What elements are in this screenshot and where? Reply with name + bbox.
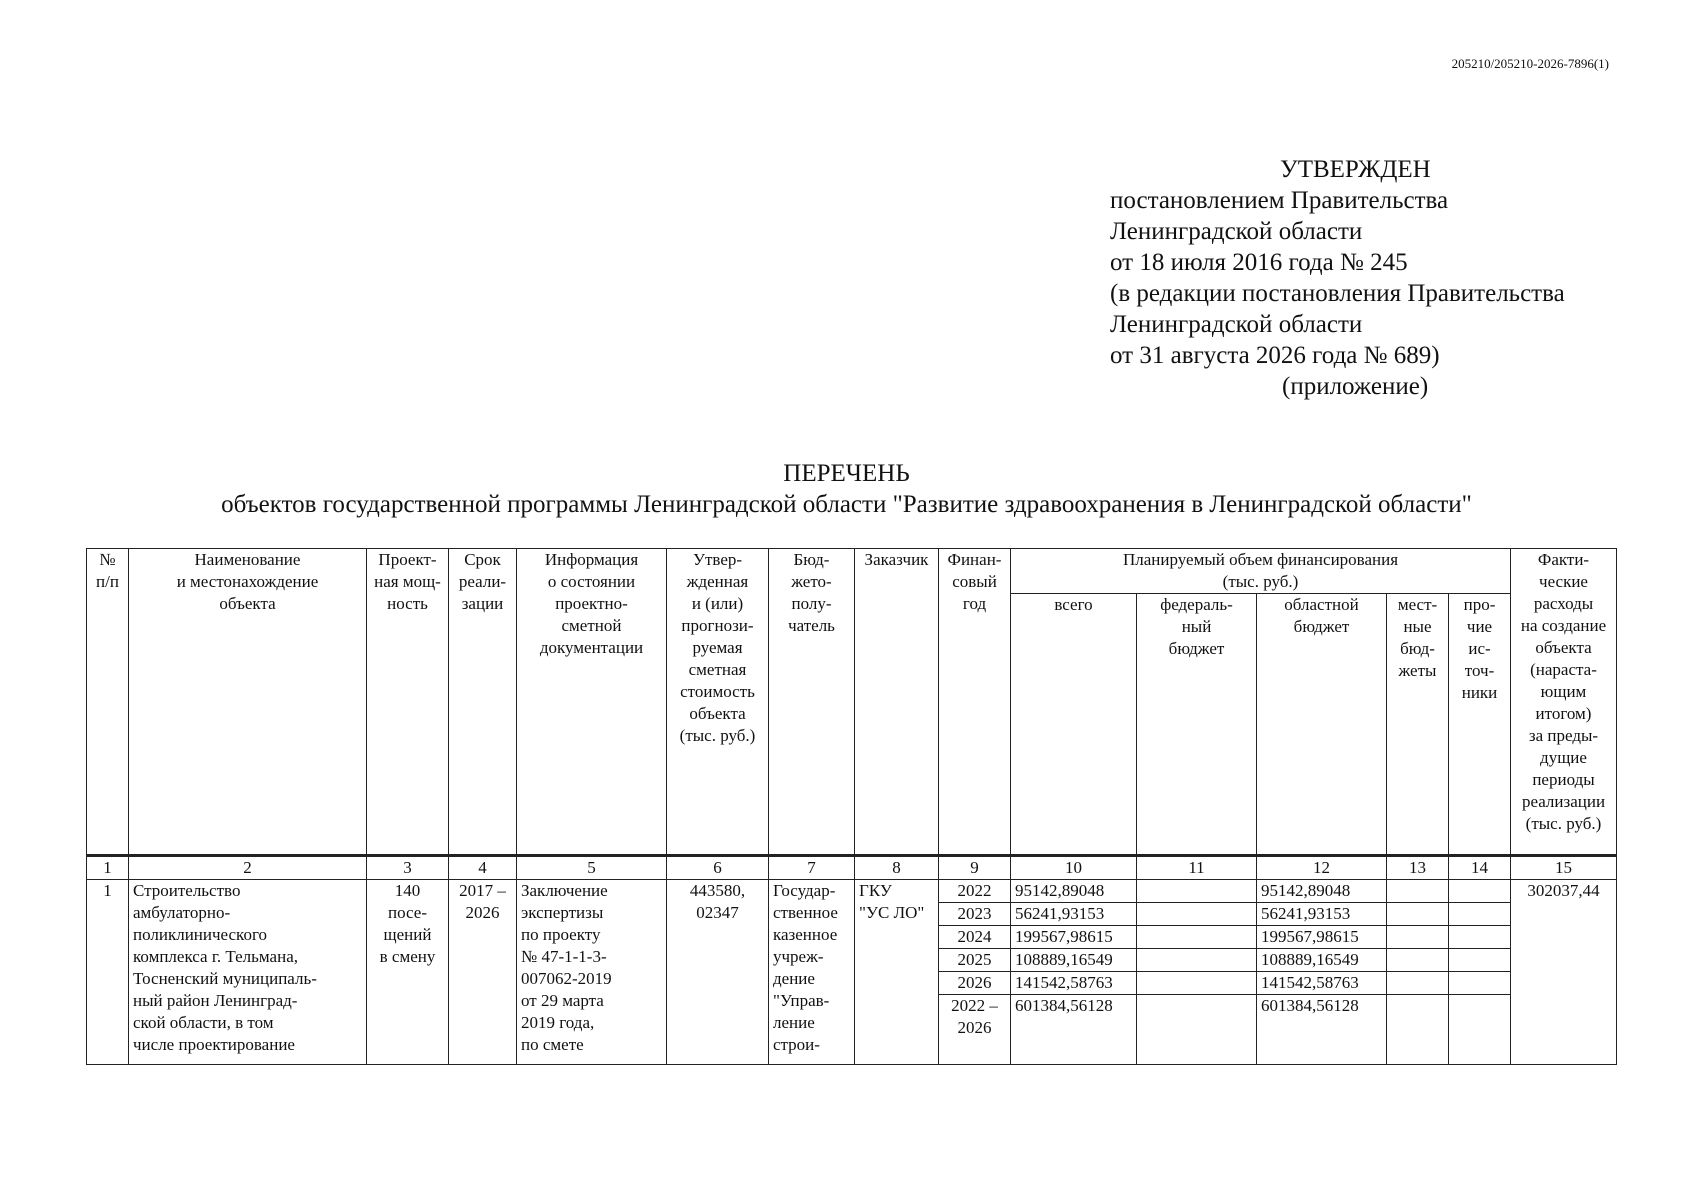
column-number: 10 (1011, 856, 1137, 880)
financing-other (1449, 903, 1511, 926)
header-budget-recipient: Бюд- жето- полу- чатель (769, 549, 855, 856)
financing-total: 199567,98615 (1011, 926, 1137, 949)
approval-line: Ленинградской области (1110, 311, 1363, 338)
object-budget-recipient: Государ- ственное казенное учреж- дение "Управ- ление строи- (769, 880, 855, 1065)
financing-regional: 141542,58763 (1257, 972, 1387, 995)
financing-federal (1137, 880, 1257, 903)
financial-year: 2025 (939, 949, 1011, 972)
approval-line: от 18 июля 2016 года № 245 (1110, 249, 1408, 276)
header-period: Срок реали- зации (449, 549, 517, 856)
document-title-block (0, 458, 1693, 520)
financing-total: 56241,93153 (1011, 903, 1137, 926)
financing-other (1449, 972, 1511, 995)
column-number: 8 (855, 856, 939, 880)
column-number: 1 (87, 856, 129, 880)
financing-local (1387, 949, 1449, 972)
financial-year: 2022 (939, 880, 1011, 903)
header-other-sources: про- чие ис- точ- ники (1449, 594, 1511, 856)
financing-federal (1137, 995, 1257, 1065)
object-name: Строительство амбулаторно- поликлинического комплекса г. Тельмана, Тосненский муниципаль- ный район Ленинград- ской области, в том числе проектирование (129, 880, 367, 1065)
document-registration-number: 205210/205210-2026-7896(1) (1451, 56, 1609, 71)
header-planned-financing: Планируемый объем финансирования (тыс. руб.) (1011, 549, 1511, 594)
header-docs-info: Информация о состоянии проектно- сметной документации (517, 549, 667, 856)
financial-year: 2026 (939, 972, 1011, 995)
financial-year: 2022 – 2026 (939, 995, 1011, 1065)
financing-total: 141542,58763 (1011, 972, 1137, 995)
financial-year: 2024 (939, 926, 1011, 949)
column-number: 9 (939, 856, 1011, 880)
approval-stamp-block (1110, 154, 1565, 402)
actual-expenses: 302037,44 (1511, 880, 1617, 1065)
object-capacity: 140 посе- щений в смену (367, 880, 449, 1065)
column-number: 2 (129, 856, 367, 880)
financing-federal (1137, 972, 1257, 995)
column-number: 11 (1137, 856, 1257, 880)
financing-local (1387, 926, 1449, 949)
approval-stamp: УТВЕРЖДЕН (1280, 156, 1431, 183)
column-number: 15 (1511, 856, 1617, 880)
column-number: 6 (667, 856, 769, 880)
financing-regional: 199567,98615 (1257, 926, 1387, 949)
financing-regional: 95142,89048 (1257, 880, 1387, 903)
financing-local (1387, 995, 1449, 1065)
header-financial-year: Финан- совый год (939, 549, 1011, 856)
column-number: 5 (517, 856, 667, 880)
financing-regional: 56241,93153 (1257, 903, 1387, 926)
approval-appendix-label: (приложение) (1282, 373, 1429, 400)
table-row (87, 880, 1617, 903)
object-period: 2017 – 2026 (449, 880, 517, 1065)
financing-other (1449, 880, 1511, 903)
document-title: ПЕРЕЧЕНЬ (783, 460, 910, 487)
header-total: всего (1011, 594, 1137, 856)
approval-line: Ленинградской области (1110, 218, 1363, 245)
financing-regional: 108889,16549 (1257, 949, 1387, 972)
approval-line: от 31 августа 2026 года № 689) (1110, 342, 1440, 369)
financing-total: 95142,89048 (1011, 880, 1137, 903)
approval-line: (в редакции постановления Правительства (1110, 280, 1565, 307)
header-customer: Заказчик (855, 549, 939, 856)
table-header-row (87, 549, 1617, 594)
header-federal-budget: федераль- ный бюджет (1137, 594, 1257, 856)
financial-year: 2023 (939, 903, 1011, 926)
column-numbers-row (87, 856, 1617, 880)
financing-federal (1137, 926, 1257, 949)
column-number: 13 (1387, 856, 1449, 880)
header-row-number: № п/п (87, 549, 129, 856)
financing-local (1387, 903, 1449, 926)
column-number: 12 (1257, 856, 1387, 880)
financing-federal (1137, 949, 1257, 972)
financing-local (1387, 972, 1449, 995)
header-object-name: Наименование и местонахождение объекта (129, 549, 367, 856)
column-number: 14 (1449, 856, 1511, 880)
financing-other (1449, 995, 1511, 1065)
object-customer: ГКУ "УС ЛО" (855, 880, 939, 1065)
objects-table (86, 548, 1617, 1065)
header-estimated-cost: Утвер- жденная и (или) прогнози- руемая сметная стоимость объекта (тыс. руб.) (667, 549, 769, 856)
object-estimated-cost: 443580, 02347 (667, 880, 769, 1065)
header-regional-budget: областной бюджет (1257, 594, 1387, 856)
financing-total: 108889,16549 (1011, 949, 1137, 972)
financing-other (1449, 949, 1511, 972)
header-local-budgets: мест- ные бюд- жеты (1387, 594, 1449, 856)
header-actual-expenses: Факти- ческие расходы на создание объекта (нараста- ющим итогом) за преды- дущие периоды реализации (тыс. руб.) (1511, 549, 1617, 856)
document-subtitle: объектов государственной программы Ленинградской области "Развитие здравоохранения в Ленинградской области" (221, 491, 1472, 518)
financing-regional: 601384,56128 (1257, 995, 1387, 1065)
financing-local (1387, 880, 1449, 903)
approval-line: постановлением Правительства (1110, 187, 1449, 214)
financing-other (1449, 926, 1511, 949)
column-number: 7 (769, 856, 855, 880)
financing-federal (1137, 903, 1257, 926)
column-number: 4 (449, 856, 517, 880)
financing-total: 601384,56128 (1011, 995, 1137, 1065)
object-docs-info: Заключение экспертизы по проекту № 47-1-1-3- 007062-2019 от 29 марта 2019 года, по смете (517, 880, 667, 1065)
row-number: 1 (87, 880, 129, 1065)
column-number: 3 (367, 856, 449, 880)
header-capacity: Проект- ная мощ- ность (367, 549, 449, 856)
